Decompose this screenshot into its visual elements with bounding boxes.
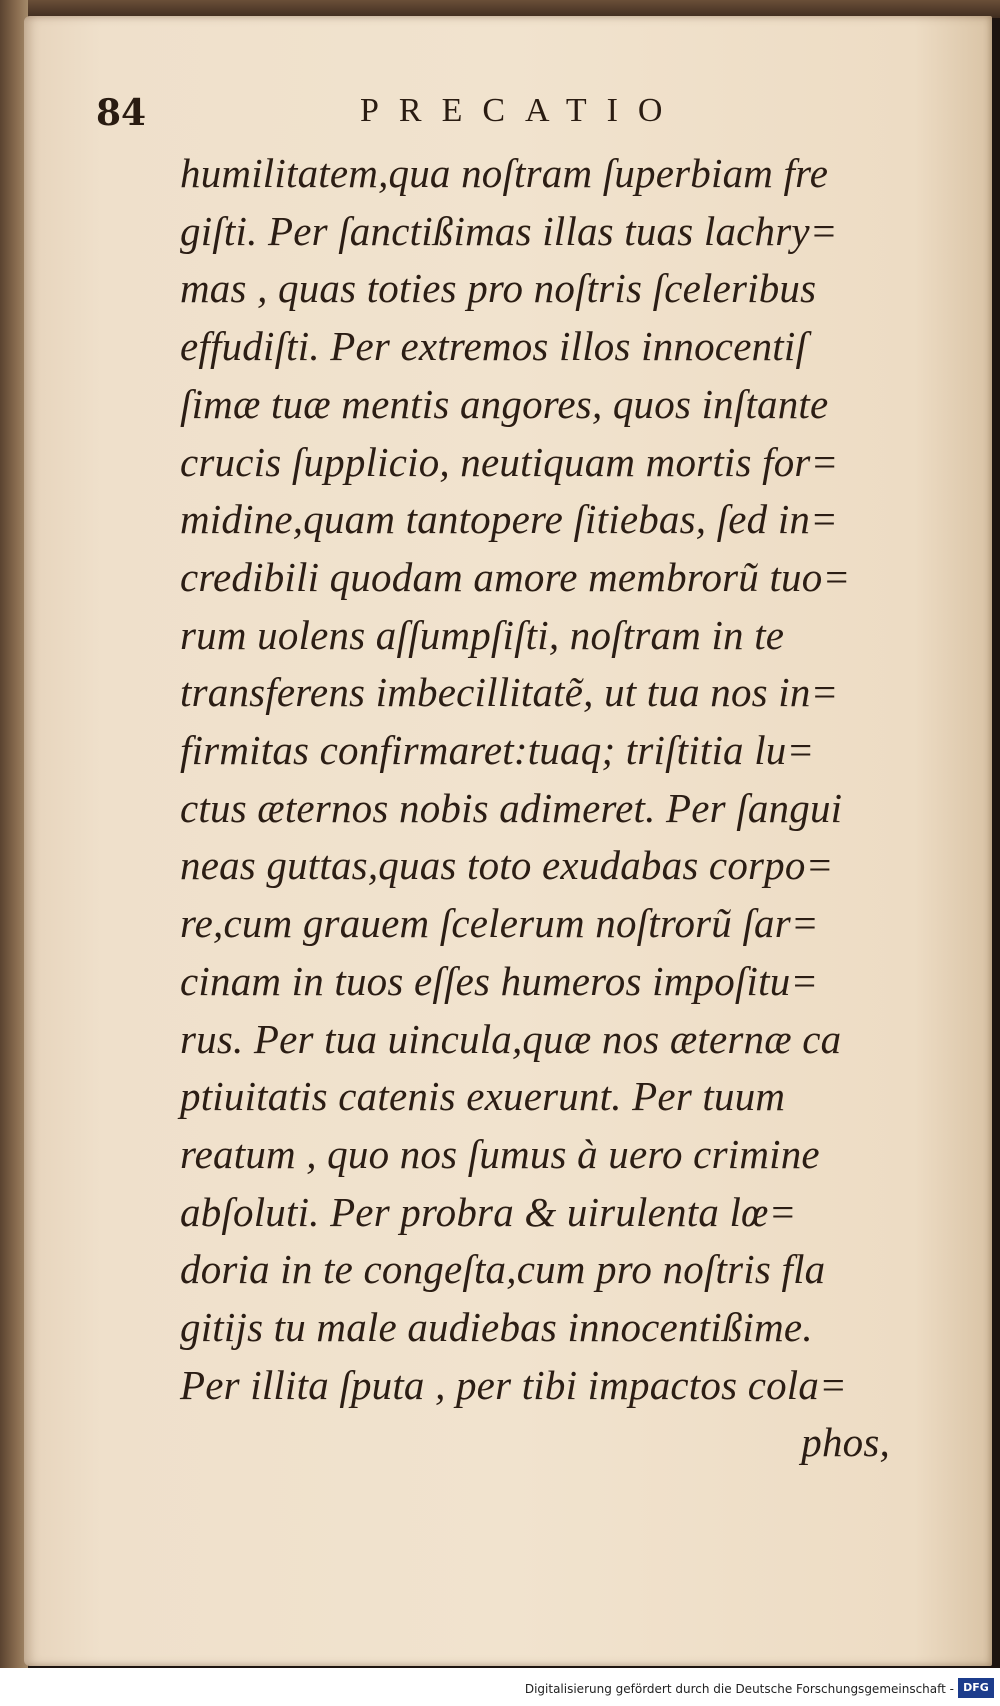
text-line: credibili quodam amore membrorũ tuo= (180, 553, 851, 600)
text-line: rum uolens aſſumpſiſti, noſtram in te (180, 611, 785, 658)
text-line: re,cum grauem ſcelerum noſtrorũ ſar= (180, 900, 819, 947)
text-line: transferens imbecillitatẽ, ut tua nos in= (180, 669, 839, 716)
text-line: ptiuitatis catenis exuerunt. Per tuum (180, 1073, 786, 1120)
dfg-logo: DFG (958, 1678, 994, 1698)
text-line: abſoluti. Per probra & uirulenta lœ= (180, 1188, 797, 1235)
text-line: ſimæ tuæ mentis angores, quos inſtante (180, 380, 829, 427)
text-line: giſti. Per ſanctißimas illas tuas lachry= (180, 207, 838, 254)
text-line: firmitas confirmaret:tuaq; triſtitia lu= (180, 727, 815, 774)
text-line: crucis ſupplicio, neutiquam mortis for= (180, 438, 839, 485)
running-head: PRECATIO (360, 92, 683, 129)
text-line: doria in te congeſta,cum pro noſtris fla (180, 1246, 826, 1293)
page-number: 84 (96, 92, 147, 134)
text-line: ctus æternos nobis adimeret. Per ſangui (180, 784, 843, 831)
text-line: mas , quas toties pro noſtris ſceleribus (180, 265, 817, 312)
body-text (180, 145, 900, 1472)
text-line: effudiſti. Per extremos illos innocentiſ (180, 323, 808, 370)
text-line: cinam in tuos eſſes humeros impoſitu= (180, 957, 819, 1004)
text-line: reatum , quo nos ſumus à uero crimine (180, 1130, 820, 1177)
catchword: phos, (801, 1419, 890, 1466)
text-line: gitijs tu male audiebas innocentißime. (180, 1304, 813, 1351)
text-line: rus. Per tua uincula,quæ nos æternæ ca (180, 1015, 842, 1062)
text-line: Per illita ſputa , per tibi impactos cola= (180, 1361, 847, 1408)
text-line: humilitatem,qua noſtram ſuperbiam fre (180, 150, 829, 196)
digitization-credit: Digitalisierung gefördert durch die Deutsche Forschungsgemeinschaft - (524, 1682, 954, 1696)
text-line: midine,quam tantopere ſitiebas, ſed in= (180, 496, 838, 543)
text-line: neas guttas,quas toto exudabas corpo= (180, 842, 834, 889)
